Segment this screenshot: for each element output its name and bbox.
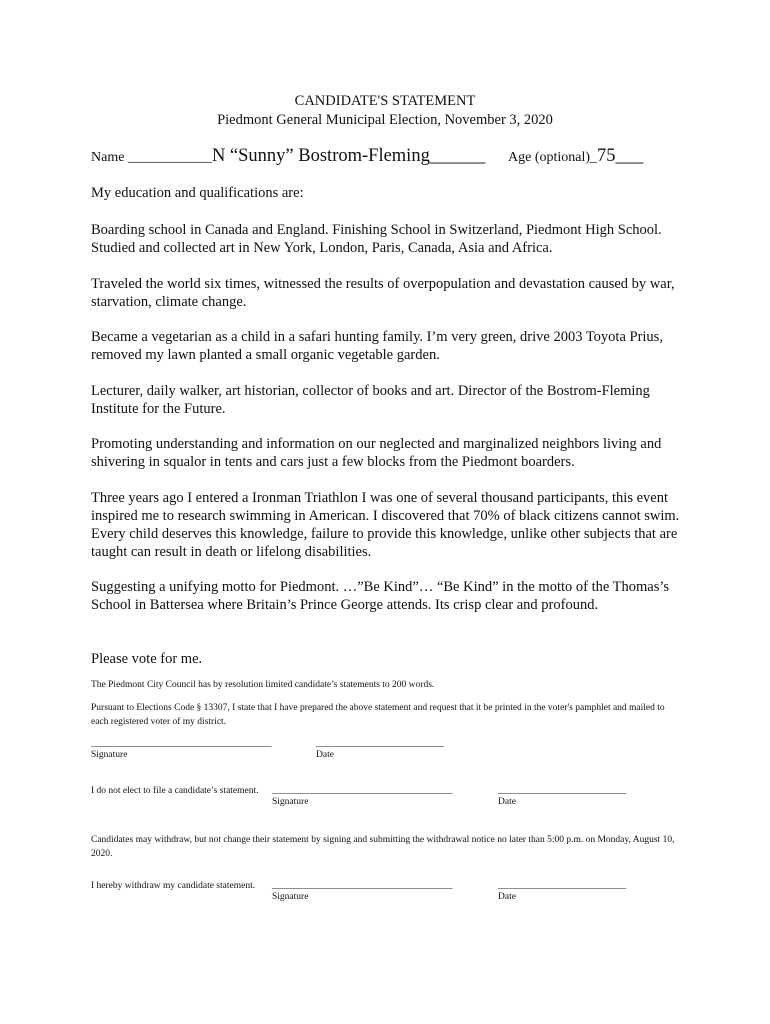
paragraph-vegetarian: Became a vegetarian as a child in a safari hunting family. I’m very green, drive 2003 Toyota Prius, removed my lawn planted a small organic vegetable garden. [91,329,663,363]
qualifications-intro: My education and qualifications are: [91,185,304,201]
withdraw-signature-line[interactable]: ______________________________________ [272,881,453,891]
document-subtitle: Piedmont General Municipal Election, November 3, 2020 [217,112,553,128]
withdraw-signature-label: Signature [272,892,309,902]
age-line [508,146,643,167]
withdraw-statement: I hereby withdraw my candidate statement. [91,881,256,891]
paragraph-lecturer: Lecturer, daily walker, art historian, collector of books and art. Director of the Bostrom-Fleming Institute for the Future. [91,383,650,417]
no-file-date-label: Date [498,797,516,807]
candidate-name: N “Sunny” Bostrom-Fleming______ [211,146,486,166]
candidate-age: 75___ [597,146,644,166]
pursuant-statement: Pursuant to Elections Code § 13307, I state that I have prepared the above statement and request that it be printed in the voter's pamphlet and mailed to each registered voter of my district. [91,703,665,727]
document-title: CANDIDATE'S STATEMENT [294,93,476,109]
date-label: Date [316,750,334,760]
paragraph-motto: Suggesting a unifying motto for Piedmont. …”Be Kind”… “Be Kind” in the motto of the Thomas’s School in Battersea where Britain’s Prince George attends. Its crisp clear and profound. [91,579,670,613]
name-line [91,146,485,167]
withdraw-date-line[interactable]: ___________________________ [498,881,627,891]
closing-line: Please vote for me. [91,651,203,667]
paragraph-promoting: Promoting understanding and information on our neglected and marginalized neighbors living and shivering in squalor in tents and cars just a few blocks from the Piedmont boarders. [91,436,662,470]
withdraw-date-label: Date [498,892,516,902]
date-line[interactable]: ___________________________ [316,739,445,749]
no-file-date-line[interactable]: ___________________________ [498,786,627,796]
paragraph-triathlon: Three years ago I entered a Ironman Triathlon I was one of several thousand participants, this event inspired me to research swimming in American. I discovered that 70% of black citizens cannot swim. Every child deserves this knowledge, failure to provide this knowledge, unlike other subjects that are taught can result in death or lifelong disabilities. [91,490,680,560]
signature-line[interactable]: ______________________________________ [91,739,272,749]
no-file-statement: I do not elect to file a candidate’s statement. [91,786,259,796]
withdrawal-notice: Candidates may withdraw, but not change their statement by signing and submitting the withdrawal notice no later than 5:00 p.m. on Monday, August 10, 2020. [91,835,675,859]
age-label: Age (optional)_ [508,150,598,165]
word-limit-notice: The Piedmont City Council has by resolution limited candidate’s statements to 200 words. [91,680,435,690]
signature-label: Signature [91,750,128,760]
name-label: Name ____________ [91,150,212,165]
paragraph-travel: Traveled the world six times, witnessed the results of overpopulation and devastation caused by war, starvation, climate change. [91,276,675,310]
no-file-signature-label: Signature [272,797,309,807]
no-file-signature-line[interactable]: ______________________________________ [272,786,453,796]
paragraph-education: Boarding school in Canada and England. Finishing School in Switzerland, Piedmont High School. Studied and collected art in New York, London, Paris, Canada, Asia and Africa. [91,222,662,256]
